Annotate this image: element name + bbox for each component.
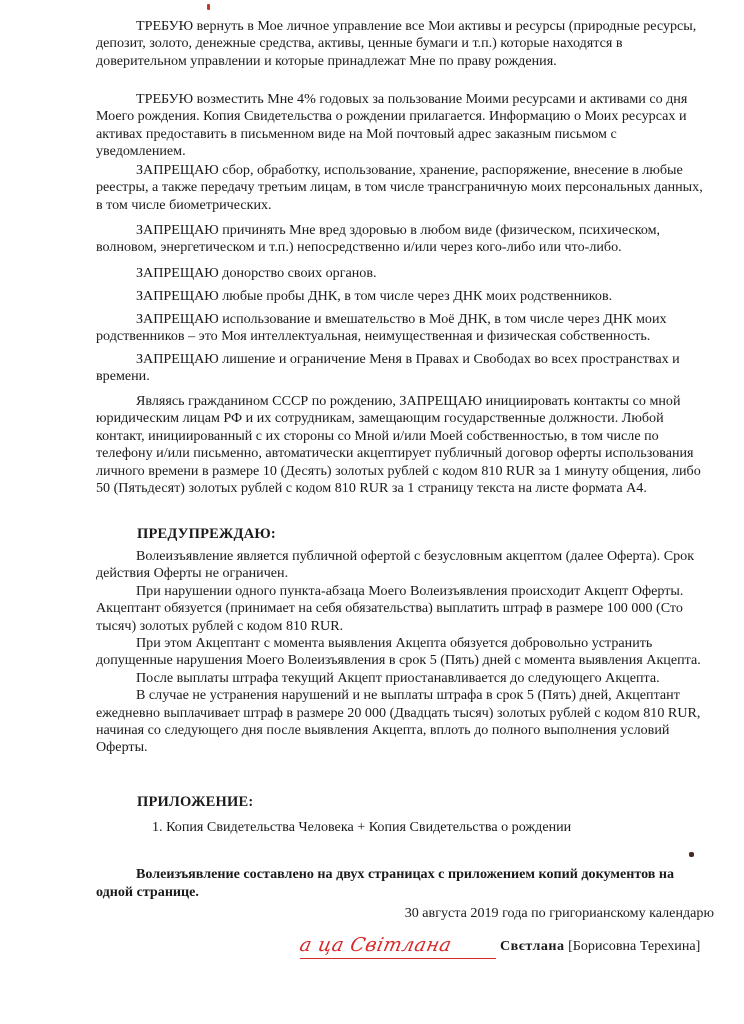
signature-rest-name: [Борисовна Терехина] — [564, 938, 701, 954]
paragraph-prohibit-dna-tests — [96, 288, 706, 305]
paragraph-text: ЗАПРЕЩАЮ причинять Мне вред здоровью в любом виде (физическом, психическом, волновом, энергетическом и т.п.) непосредственно и/или через кого-либо или что-либо. — [96, 222, 661, 256]
warning-heading: ПРЕДУПРЕЖДАЮ: — [137, 526, 276, 542]
ink-speck — [207, 4, 210, 10]
paragraph-text: ЗАПРЕЩАЮ лишение и ограничение Меня в Правах и Свободах во всех пространствах и времени. — [96, 351, 680, 385]
paragraph-text: ЗАПРЕЩАЮ использование и вмешательство в Моё ДНК, в том числе через ДНК моих родственников – это Моя интеллектуальная, неимущественная и физическая собственность. — [96, 311, 667, 345]
warning-paragraph: После выплаты штрафа текущий Акцепт приостанавливается до следующего Акцепта. — [136, 669, 660, 686]
signature-typed-name — [500, 938, 700, 955]
warning-paragraph: Волеизъявление является публичной офертой с безусловным акцептом (далее Оферта). Срок действия Оферты не ограничен. — [96, 548, 695, 582]
warning-paragraph: При нарушении одного пункта-абзаца Моего Волеизъявления происходит Акцепт Оферты. Акцептант обязуется (принимает на себя обязательства) выплатить штраф в размере 100 000 (Сто тысяч) золотых рублей с кодом 810 RUR. — [96, 582, 684, 634]
signature-underline — [300, 958, 496, 959]
paragraph-text: ТРЕБУЮ вернуть в Мое личное управление все Мои активы и ресурсы (природные ресурсы, депозит, золото, денежные средства, активы, ценные бумаги и т.п.) которые находятся в доверительном управлении и которые принадлежат Мне по праву рождения. — [96, 18, 697, 69]
warning-paragraph: При этом Акцептант с момента выявления Акцепта обязуется добровольно устранить допущенные нарушения Моего Волеизъявления в срок 5 (Пять) дней с момента выявления Акцепта. — [96, 635, 701, 669]
paragraph-prohibit-dna-use — [96, 311, 706, 346]
paragraph-prohibit-harm — [96, 222, 706, 257]
warning-paragraph: В случае не устранения нарушений и не выплаты штрафа в срок 5 (Пять) дней, Акцептант ежедневно выплачивает штраф в размере 20 000 (Двадцать тысяч) золотых рублей с кодом 810 RUR, начиная со следующего дня после выявления Акцепта, вплоть до полного выполнения условий Оферты. — [96, 687, 701, 756]
warning-section — [96, 548, 706, 757]
paragraph-prohibit-donation — [96, 265, 706, 282]
paragraph-text: ЗАПРЕЩАЮ сбор, обработку, использование, хранение, распоряжение, внесение в любые реестры, а также передачу третьим лицам, в том числе трансграничную моих персональных данных, в том числе биометрических. — [96, 162, 703, 213]
appendix-heading: ПРИЛОЖЕНИЕ: — [137, 794, 254, 810]
paragraph-demand-compensation — [96, 91, 706, 161]
paragraph-text: ЗАПРЕЩАЮ донорство своих органов. — [136, 265, 377, 281]
signature-first-name: Свєтлана — [500, 938, 565, 954]
paragraph-demand-return — [96, 18, 706, 70]
paragraph-text: ТРЕБУЮ возместить Мне 4% годовых за пользование Моими ресурсами и активами со дня Моего рождения. Копия Свидетельства о рождении прилагается. Информацию о Моих ресурсах и активах предоставить в письменном виде на Мой почтовый адрес заказным письмом с уведомлением. — [96, 91, 688, 160]
paragraph-prohibit-personal-data — [96, 162, 706, 214]
document-date: 30 августа 2019 года по григорианскому календарю — [404, 905, 714, 921]
paragraph-text: Являясь гражданином СССР по рождению, ЗАПРЕЩАЮ инициировать контакты со мной юридическим лицам РФ и их сотрудникам, замещающим государственные должности. Любой контакт, инициированный с их стороны со Мной и/или Моей собственностью, в том числе по телефону и/или письменно, автоматически акцептирует публичный договор оферты использования личного времени в размере 10 (Десять) золотых рублей с кодом 810 RUR за 1 минуту общения, либо 50 (Пятьдесят) золотых рублей с кодом 810 RUR за 1 страницу текста на листе формата А4. — [96, 393, 701, 497]
appendix-item: 1. Копия Свидетельства Человека + Копия Свидетельства о рождении — [152, 819, 572, 835]
handwritten-signature: а ца Світлана — [297, 934, 454, 956]
ink-speck — [689, 852, 694, 857]
signature-block — [297, 934, 720, 964]
closing-statement: Волеизъявление составлено на двух страницах с приложением копий документов на одной странице. — [96, 866, 675, 900]
paragraph-text: ЗАПРЕЩАЮ любые пробы ДНК, в том числе через ДНК моих родственников. — [136, 288, 613, 304]
paragraph-prohibit-rights — [96, 351, 706, 386]
paragraph-ussr-citizen — [96, 393, 706, 497]
